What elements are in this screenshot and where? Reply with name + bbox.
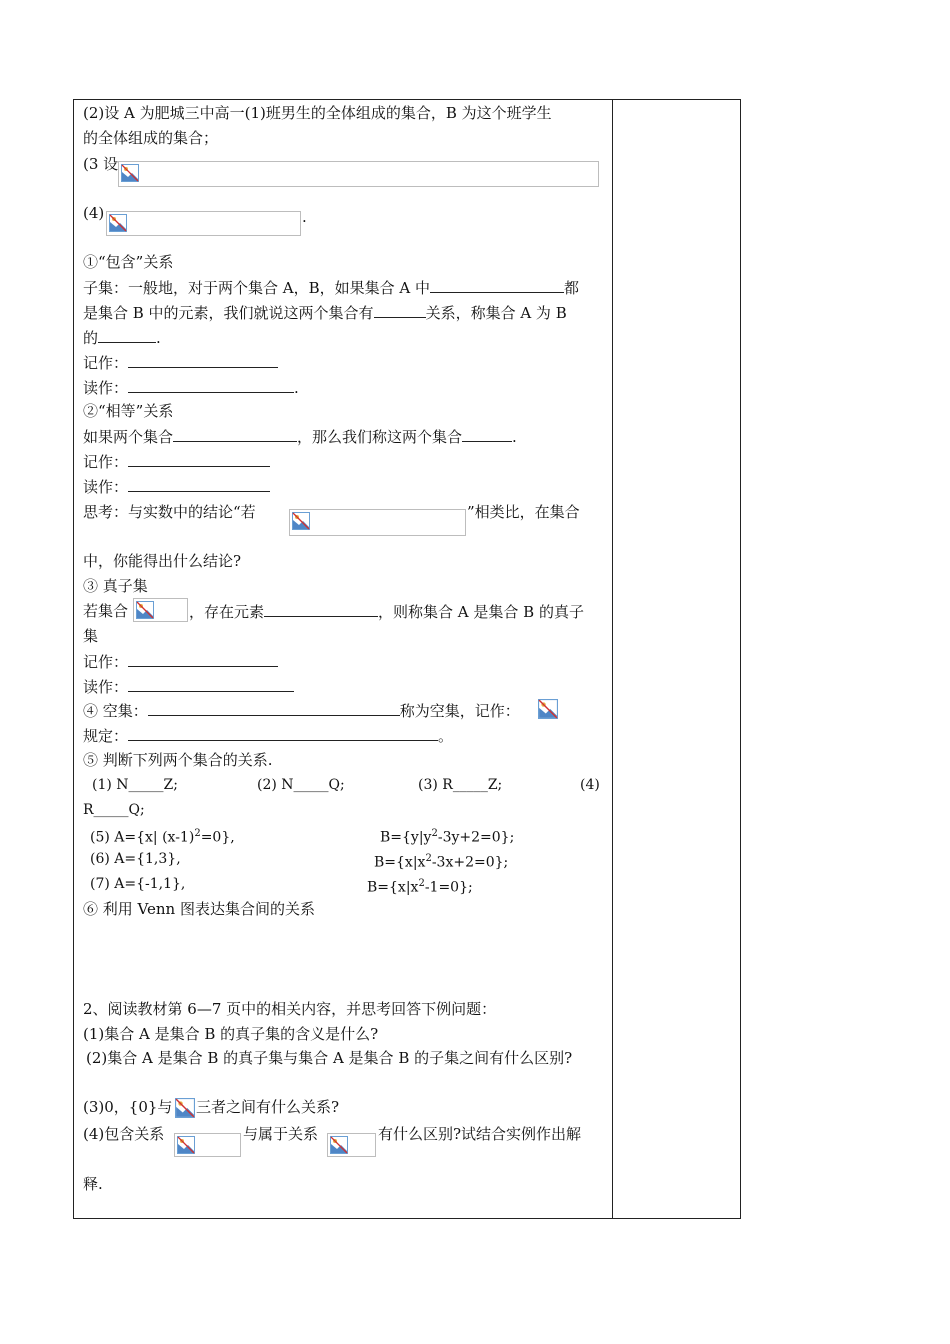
q3-line	[83, 154, 118, 174]
column-divider	[612, 99, 613, 1219]
text: 称为空集，记作：	[399, 702, 520, 720]
text: =0},	[200, 829, 235, 846]
answer-blank	[128, 451, 270, 467]
text: 是集合 B 中的元素，我们就说这两个集合有	[83, 304, 374, 322]
text: .	[294, 379, 299, 397]
answer-blank	[374, 302, 426, 318]
text: B={x|x	[374, 854, 426, 871]
label: 读作：	[83, 379, 129, 397]
exercise-6b	[374, 849, 508, 873]
text: (5) A={x| (x-1)	[90, 829, 195, 846]
image-placeholder-icon	[177, 1136, 195, 1154]
label: 读作：	[83, 678, 129, 696]
think-line-3: 中，你能得出什么结论?	[83, 552, 242, 570]
text: .	[156, 329, 161, 347]
exercise-4-cont: R_____Q;	[83, 802, 145, 818]
answer-blank	[128, 651, 278, 667]
subset-def-line-2	[83, 302, 567, 323]
formula-image	[327, 1133, 376, 1157]
reading-line	[83, 476, 270, 497]
section-venn-title: ⑥ 利用 Venn 图表达集合间的关系	[83, 900, 315, 918]
reading-question-3a: (3)0，{0}与	[83, 1098, 173, 1116]
reading-task-title: 2、阅读教材第 6—7 页中的相关内容，并思考回答下例问题：	[83, 1000, 497, 1018]
superscript: 2	[194, 828, 201, 839]
exercise-7a: (7) A={-1,1},	[90, 876, 186, 892]
reading-question-4d: 释.	[83, 1175, 103, 1193]
exercise-4: (4)	[580, 777, 600, 793]
text: B={y|y	[380, 829, 432, 846]
text: .	[512, 428, 517, 446]
image-placeholder-icon	[109, 214, 127, 232]
text: 规定：	[83, 727, 129, 745]
section-judge-title: ⑤ 判断下列两个集合的关系.	[83, 751, 273, 769]
image-placeholder-icon	[175, 1098, 195, 1118]
label: 记作：	[83, 653, 129, 671]
notation-line	[83, 651, 278, 672]
rule-line	[83, 725, 453, 746]
notation-line	[83, 451, 270, 472]
exercise-5a	[90, 824, 235, 848]
reading-question-4b: 与属于关系	[243, 1125, 319, 1143]
reading-question-1: (1)集合 A 是集合 B 的真子集的含义是什么?	[83, 1025, 379, 1043]
answer-blank	[173, 426, 297, 442]
reading-question-4a: (4)包含关系	[83, 1125, 165, 1143]
answer-blank	[128, 676, 294, 692]
subset-def-line-3	[83, 327, 161, 348]
q4-line	[83, 203, 104, 223]
think-line-1: 思考：与实数中的结论“若	[83, 503, 256, 521]
empty-set-symbol-image	[537, 698, 559, 720]
exercise-7b	[367, 874, 473, 898]
q4-end: .	[302, 208, 307, 226]
superscript: 2	[425, 853, 432, 864]
answer-blank	[128, 352, 278, 368]
exercise-3: (3) R_____Z;	[418, 777, 503, 793]
answer-blank	[128, 725, 438, 741]
text: ④ 空集：	[83, 702, 148, 720]
answer-blank	[264, 601, 378, 617]
formula-image	[174, 1133, 241, 1157]
exercise-1: (1) N_____Z;	[92, 777, 178, 793]
answer-blank	[128, 377, 294, 393]
text: ，那么我们称这两个集合	[297, 428, 463, 446]
text: 如果两个集合	[83, 428, 174, 446]
reading-line	[83, 377, 299, 398]
reading-question-2: (2)集合 A 是集合 B 的真子集与集合 A 是集合 B 的子集之间有什么区别?	[86, 1049, 573, 1067]
answer-blank	[98, 327, 156, 343]
exercise-5b	[380, 824, 514, 848]
text: 的	[83, 329, 99, 347]
superscript: 2	[418, 878, 425, 889]
text: -1=0};	[424, 879, 473, 896]
reading-question-4c: 有什么区别?试结合实例作出解	[378, 1125, 582, 1143]
exercise-2: (2) N_____Q;	[257, 777, 345, 793]
equal-def-line	[83, 426, 517, 447]
text: B={x|x	[367, 879, 419, 896]
answer-blank	[148, 700, 400, 716]
text: -3x+2=0};	[431, 854, 509, 871]
reading-line	[83, 676, 294, 697]
q2-line-1: (2)设 A 为肥城三中高一(1)班男生的全体组成的集合，B 为这个班学生	[83, 104, 552, 122]
text: 关系，称集合 A 为 B	[425, 304, 567, 322]
image-placeholder-icon	[136, 601, 154, 619]
text: 子集：一般地，对于两个集合 A，B，如果集合 A 中	[83, 279, 430, 297]
q3-label: (3 设	[83, 155, 119, 173]
text: -3y+2=0};	[437, 829, 515, 846]
superscript: 2	[431, 828, 438, 839]
q4-label: (4)	[83, 204, 105, 222]
exercise-6a: (6) A={1,3},	[90, 851, 181, 867]
q2-line-2: 的全体组成的集合；	[83, 129, 219, 147]
image-placeholder-icon	[538, 699, 558, 719]
subset-def-line-1	[83, 277, 579, 298]
section-inclusion-title: ①“包含”关系	[83, 253, 174, 271]
proper-def-line-b	[189, 601, 584, 622]
image-placeholder-icon	[330, 1136, 348, 1154]
section-proper-title: ③ 真子集	[83, 577, 148, 595]
empty-set-line	[83, 700, 520, 721]
formula-image	[106, 211, 301, 236]
section-equal-title: ②“相等”关系	[83, 402, 174, 420]
notation-line	[83, 352, 278, 373]
think-line-2: ”相类比，在集合	[467, 503, 580, 521]
formula-image	[118, 161, 599, 187]
image-placeholder-icon	[121, 164, 139, 182]
text: ，存在元素	[189, 603, 265, 621]
label: 记作：	[83, 354, 129, 372]
answer-blank	[430, 277, 564, 293]
text: 都	[564, 279, 580, 297]
reading-question-3b: 三者之间有什么关系?	[196, 1098, 340, 1116]
formula-image	[289, 509, 466, 536]
image-placeholder-icon	[292, 512, 310, 530]
formula-image	[133, 598, 188, 622]
proper-def-line-c: 集	[83, 627, 99, 645]
label: 记作：	[83, 453, 129, 471]
proper-def-line-a: 若集合	[83, 602, 129, 620]
answer-blank	[128, 476, 270, 492]
answer-blank	[462, 426, 512, 442]
formula-image	[174, 1097, 196, 1119]
text: 。	[438, 727, 454, 745]
label: 读作：	[83, 478, 129, 496]
text: ，则称集合 A 是集合 B 的真子	[378, 603, 584, 621]
